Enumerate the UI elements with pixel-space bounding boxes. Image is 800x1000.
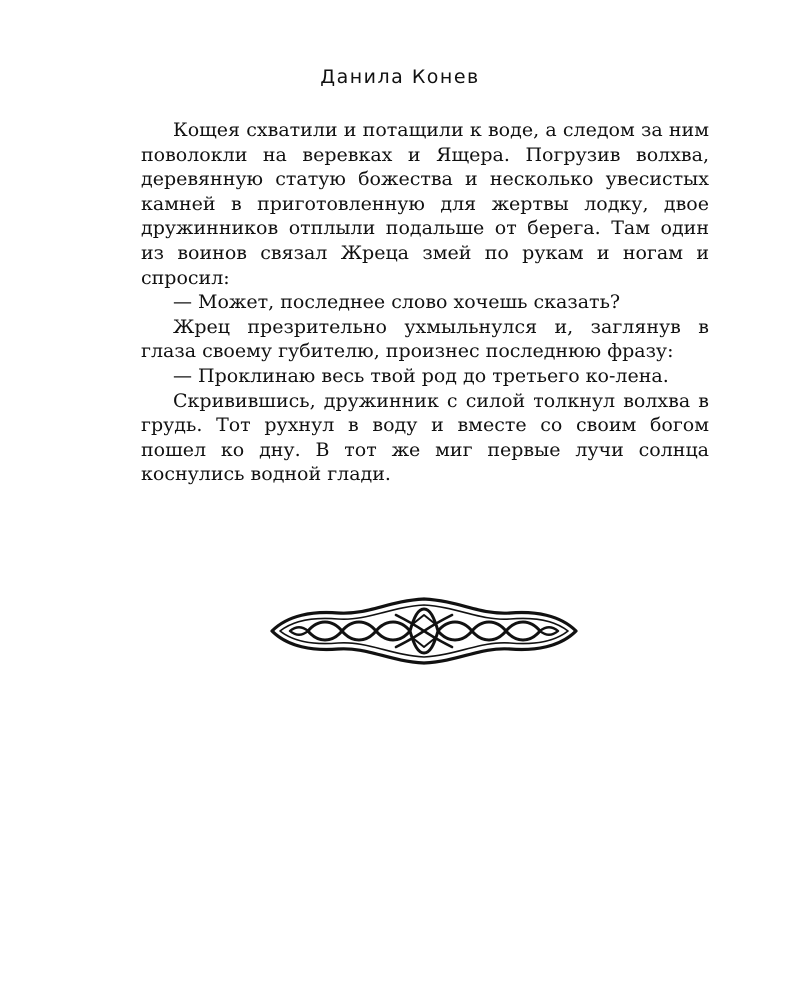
running-head-author: Данила Конев: [320, 66, 480, 88]
paragraph: Скривившись, дружинник с силой толкнул волхва в грудь. Тот рухнул в воду и вместе со своим богом пошел ко дну. В тот же миг первые лучи солнца коснулись водной глади.: [141, 389, 709, 486]
paragraph: Кощея схватили и потащили к воде, а следом за ним поволокли на веревках и Ящера. Погрузив волхва, деревянную статую божества и несколько увесистых камней в приготовленную для жертвы лодку, двое дружинников отплыли подальше от берега. Там один из воинов связал Жреца змей по рукам и ногам и спросил:: [141, 119, 709, 289]
dialogue-line: — Может, последнее слово хочешь сказать?: [173, 291, 621, 314]
chapter-text: [141, 118, 709, 487]
paragraph: Жрец презрительно ухмыльнулся и, заглянув в глаза своему губителю, произнес последнюю фразу:: [141, 315, 709, 363]
dialogue-line: — Проклинаю весь твой род до третьего ко-лена.: [173, 364, 669, 387]
celtic-knot-divider-icon: [268, 595, 580, 667]
